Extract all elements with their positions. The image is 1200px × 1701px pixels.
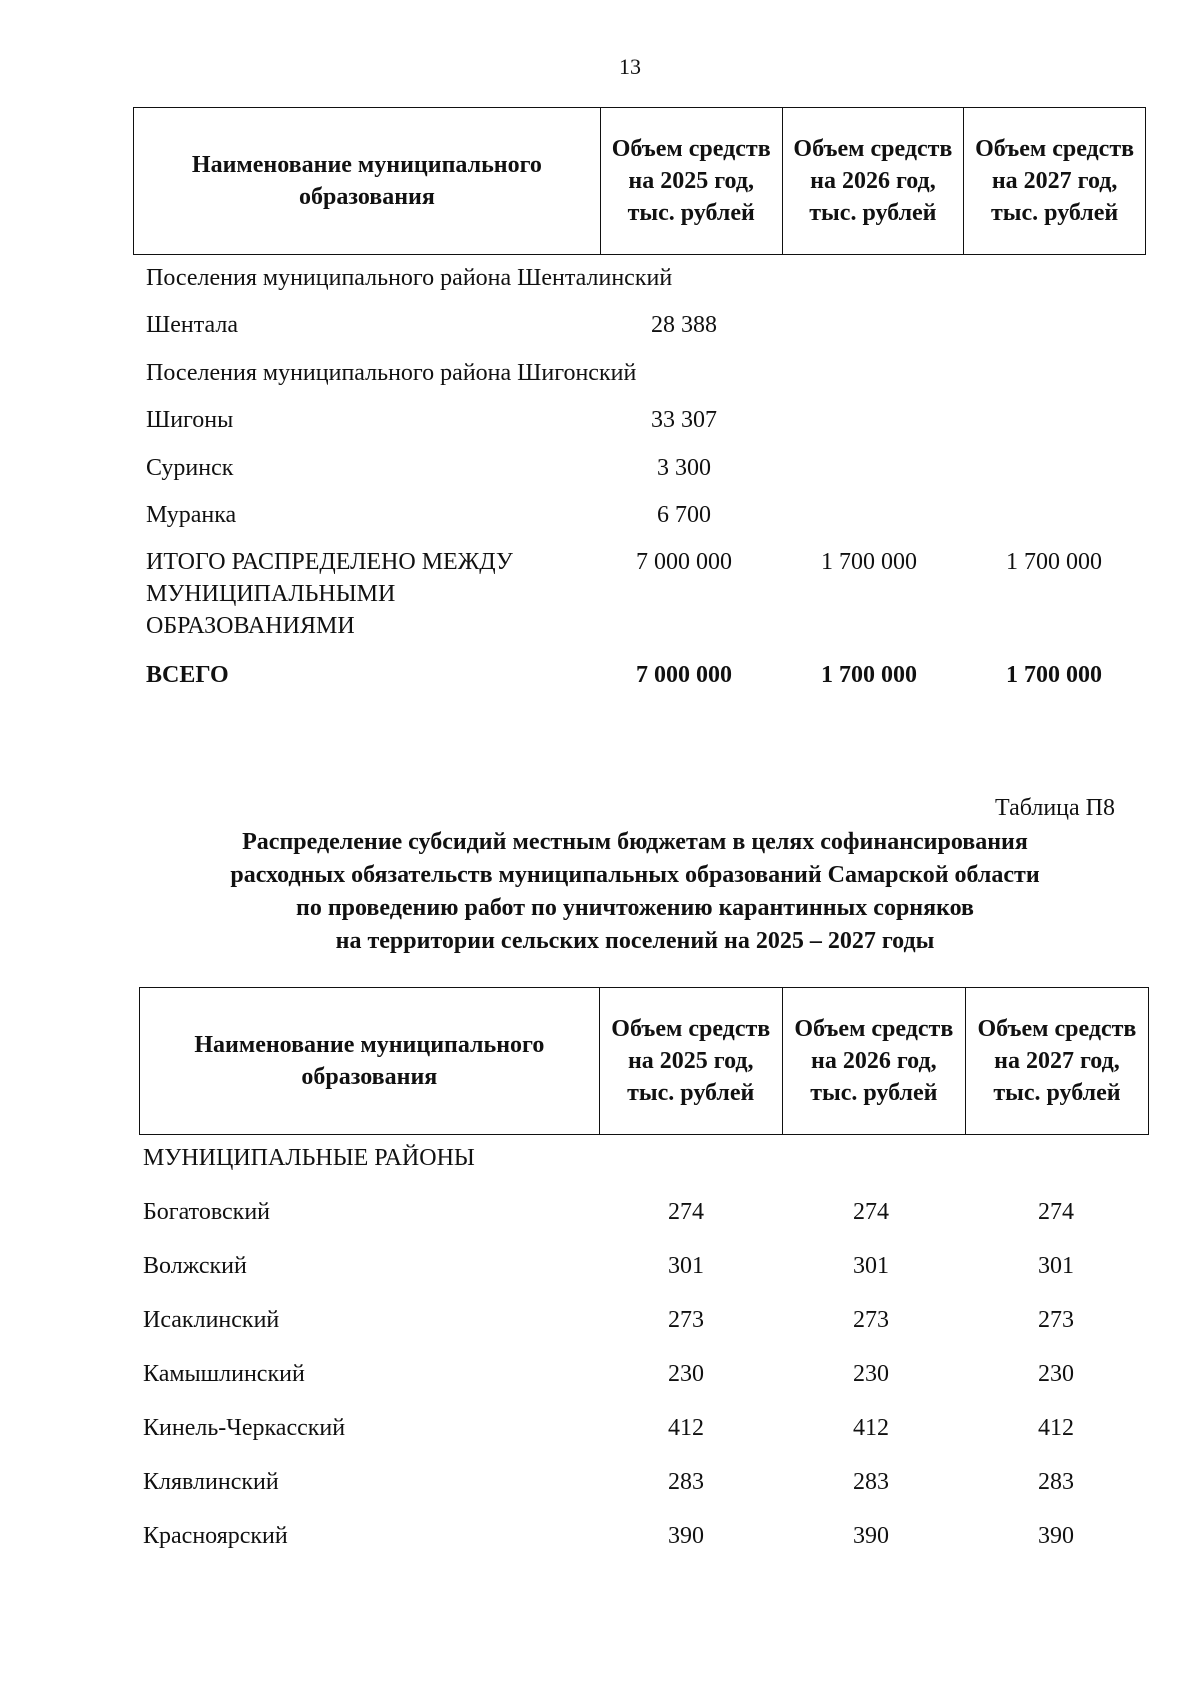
value-2025: 412	[668, 1415, 704, 1441]
value-2026: 230	[853, 1361, 889, 1387]
title-line: расходных обязательств муниципальных образований Самарской области	[230, 862, 1040, 888]
value-2026: 1 700 000	[821, 662, 917, 688]
title-line: Распределение субсидий местным бюджетам в целях софинансирования	[242, 829, 1028, 855]
value-2027: 1 700 000	[1006, 549, 1102, 575]
value-2025: 3 300	[657, 455, 711, 481]
itogo-line-1: ИТОГО РАСПРЕДЕЛЕНО МЕЖДУ	[146, 549, 513, 575]
table2-header-2025: Объем средств на 2025 год, тыс. рублей	[599, 988, 782, 1135]
row-name: Муранка	[146, 502, 237, 528]
row-name: Поселения муниципального района Шигонский	[146, 360, 637, 386]
title-line: по проведению работ по уничтожению карантинных сорняков	[296, 895, 974, 921]
value-2026: 273	[853, 1307, 889, 1333]
value-2027: 274	[1038, 1199, 1074, 1225]
value-2026: 412	[853, 1415, 889, 1441]
value-2025: 273	[668, 1307, 704, 1333]
table1-header-2027: Объем средств на 2027 год, тыс. рублей	[964, 108, 1146, 255]
value-2026: 390	[853, 1523, 889, 1549]
value-2025: 283	[668, 1469, 704, 1495]
value-2027: 283	[1038, 1469, 1074, 1495]
table2-header-2026: Объем средств на 2026 год, тыс. рублей	[782, 988, 965, 1135]
row-name: Богатовский	[143, 1199, 271, 1225]
row-name: Клявлинский	[143, 1469, 279, 1495]
table2-header-name: Наименование муниципального образования	[140, 988, 600, 1135]
value-2027: 230	[1038, 1361, 1074, 1387]
section-label: МУНИЦИПАЛЬНЫЕ РАЙОНЫ	[143, 1145, 475, 1171]
row-name: Красноярский	[143, 1523, 288, 1549]
itogo-line-3: ОБРАЗОВАНИЯМИ	[146, 613, 355, 639]
table-caption: Таблица П8	[995, 795, 1115, 821]
value-2025: 274	[668, 1199, 704, 1225]
table1-header-2025: Объем средств на 2025 год, тыс. рублей	[600, 108, 782, 255]
value-2027: 412	[1038, 1415, 1074, 1441]
value-2025: 230	[668, 1361, 704, 1387]
value-2025: 6 700	[657, 502, 711, 528]
value-2027: 273	[1038, 1307, 1074, 1333]
page-number: 13	[619, 54, 641, 79]
itogo-line-2: МУНИЦИПАЛЬНЫМИ	[146, 581, 396, 607]
row-name: Исаклинский	[143, 1307, 280, 1333]
total-label: ВСЕГО	[146, 662, 229, 688]
value-2026: 301	[853, 1253, 889, 1279]
value-2027: 390	[1038, 1523, 1074, 1549]
value-2026: 283	[853, 1469, 889, 1495]
value-2025: 390	[668, 1523, 704, 1549]
value-2026: 1 700 000	[821, 549, 917, 575]
value-2025: 33 307	[651, 407, 717, 433]
row-name: Шентала	[146, 312, 238, 338]
row-name: Камышлинский	[143, 1361, 305, 1387]
value-2025: 7 000 000	[636, 662, 732, 688]
value-2025: 28 388	[651, 312, 717, 338]
title-line: на территории сельских поселений на 2025 – 2027 годы	[335, 928, 935, 954]
table2-header	[139, 987, 1149, 1135]
table1-header-2026: Объем средств на 2026 год, тыс. рублей	[782, 108, 964, 255]
value-2025: 7 000 000	[636, 549, 732, 575]
row-name: Шигоны	[146, 407, 234, 433]
table1-header	[133, 107, 1146, 255]
value-2025: 301	[668, 1253, 704, 1279]
row-name: Волжский	[143, 1253, 247, 1279]
table1-header-name: Наименование муниципального образования	[134, 108, 601, 255]
row-name: Суринск	[146, 455, 234, 481]
table-title	[135, 826, 1135, 958]
row-name: Поселения муниципального района Шенталинский	[146, 265, 673, 291]
row-name: Кинель-Черкасский	[143, 1415, 346, 1441]
table2-header-2027: Объем средств на 2027 год, тыс. рублей	[965, 988, 1148, 1135]
value-2027: 301	[1038, 1253, 1074, 1279]
value-2027: 1 700 000	[1006, 662, 1102, 688]
value-2026: 274	[853, 1199, 889, 1225]
